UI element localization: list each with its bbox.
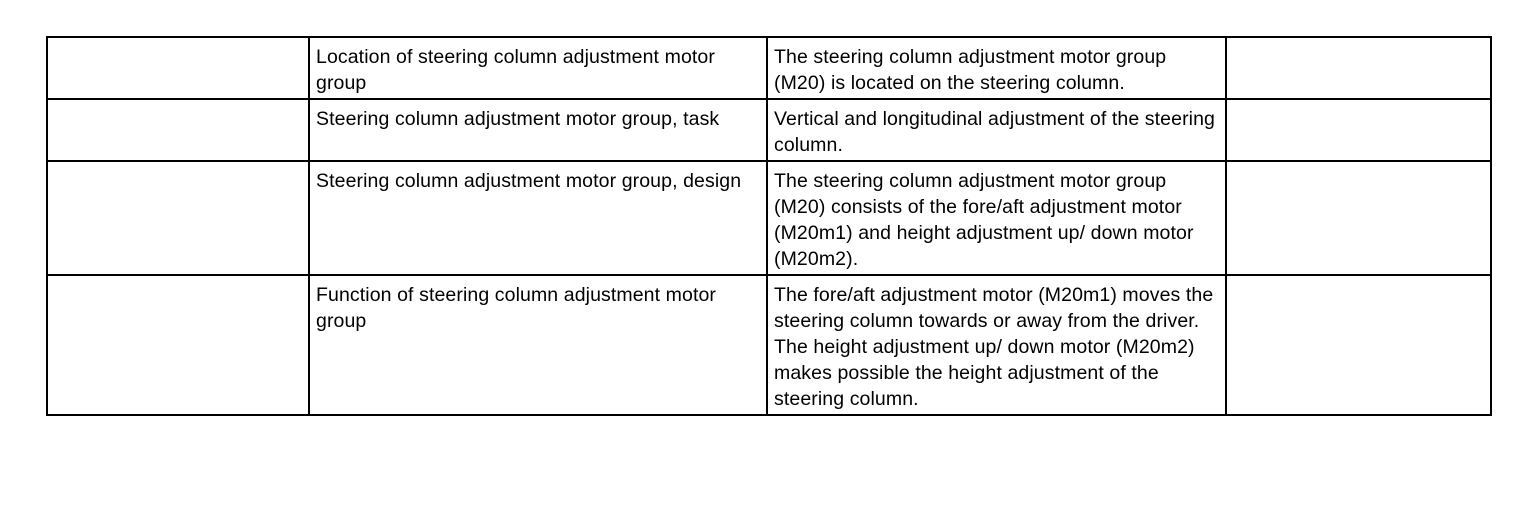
empty-cell	[47, 275, 309, 415]
description-cell: Vertical and longitudinal adjustment of the steering column.	[767, 99, 1226, 161]
topic-cell: Location of steering column adjustment motor group	[309, 37, 767, 99]
empty-cell	[1226, 37, 1491, 99]
topic-cell: Steering column adjustment motor group, task	[309, 99, 767, 161]
empty-cell	[1226, 99, 1491, 161]
table-row	[47, 99, 1491, 161]
table-row	[47, 37, 1491, 99]
topic-cell: Function of steering column adjustment motor group	[309, 275, 767, 415]
description-cell: The steering column adjustment motor group (M20) is located on the steering column.	[767, 37, 1226, 99]
empty-cell	[47, 161, 309, 275]
empty-cell	[47, 37, 309, 99]
description-cell: The fore/aft adjustment motor (M20m1) moves the steering column towards or away from the driver. The height adjustment up/ down motor (M20m2) makes possible the height adjustment of the steering column.	[767, 275, 1226, 415]
table-row	[47, 161, 1491, 275]
steering-column-info-table	[46, 36, 1492, 416]
description-cell: The steering column adjustment motor group (M20) consists of the fore/aft adjustment motor (M20m1) and height adjustment up/ down motor (M20m2).	[767, 161, 1226, 275]
topic-cell: Steering column adjustment motor group, design	[309, 161, 767, 275]
empty-cell	[47, 99, 309, 161]
empty-cell	[1226, 275, 1491, 415]
table-row	[47, 275, 1491, 415]
empty-cell	[1226, 161, 1491, 275]
